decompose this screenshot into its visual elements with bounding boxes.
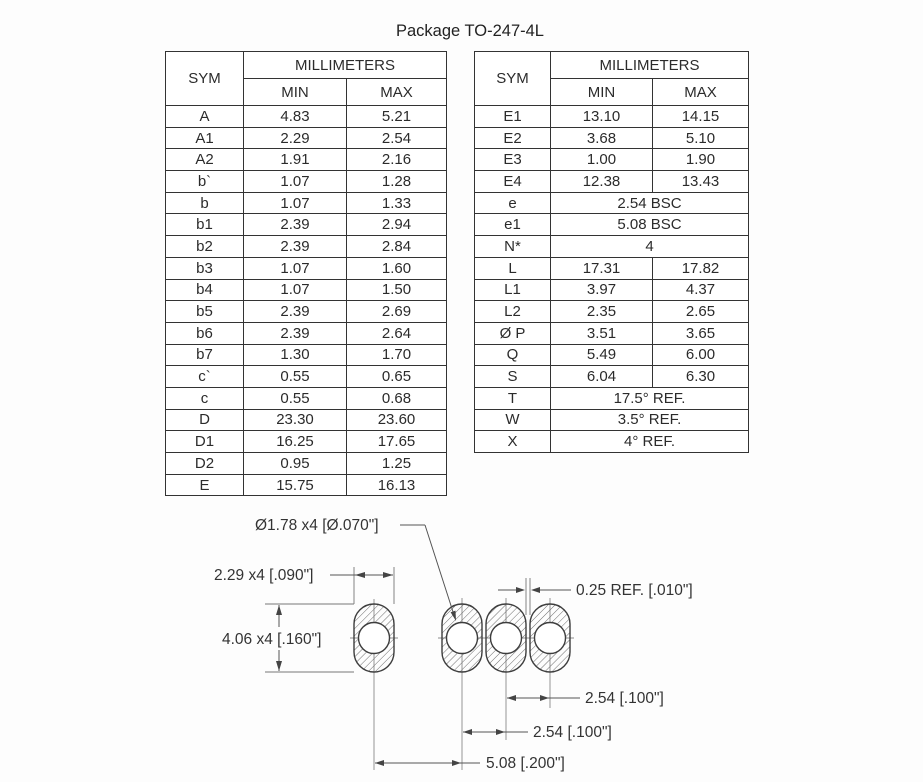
min-cell: 1.07	[244, 192, 347, 214]
sym-cell: E	[166, 474, 244, 496]
max-cell: 5.10	[653, 127, 749, 149]
min-cell: 2.35	[551, 301, 653, 323]
gap-ref-label: 0.25 REF. [.010"]	[576, 582, 693, 599]
min-header: MIN	[244, 79, 347, 106]
sym-cell: b5	[166, 301, 244, 323]
sym-cell: b3	[166, 257, 244, 279]
max-cell: 2.54	[347, 127, 447, 149]
max-cell: 6.00	[653, 344, 749, 366]
max-cell: 17.65	[347, 431, 447, 453]
min-cell: 2.39	[244, 322, 347, 344]
max-cell: 6.30	[653, 366, 749, 388]
max-cell: 17.82	[653, 257, 749, 279]
span-value-cell: 4	[551, 236, 749, 258]
pitch-mid-dim	[463, 729, 528, 735]
max-cell: 1.90	[653, 149, 749, 171]
right-table-body	[475, 106, 749, 453]
max-cell: 4.37	[653, 279, 749, 301]
pad-3	[486, 604, 526, 672]
table-row	[166, 106, 447, 128]
min-cell: 2.39	[244, 301, 347, 323]
max-cell: 2.84	[347, 236, 447, 258]
sym-cell: A2	[166, 149, 244, 171]
min-cell: 4.83	[244, 106, 347, 128]
max-cell: 1.50	[347, 279, 447, 301]
max-cell: 2.64	[347, 322, 447, 344]
max-cell: 2.69	[347, 301, 447, 323]
table-row	[166, 127, 447, 149]
min-cell: 15.75	[244, 474, 347, 496]
sym-cell: Q	[475, 344, 551, 366]
min-cell: 5.49	[551, 344, 653, 366]
pad-1	[354, 604, 394, 672]
sym-cell: X	[475, 431, 551, 453]
left-table-body	[166, 106, 447, 496]
max-cell: 23.60	[347, 409, 447, 431]
pad-2-hole	[447, 623, 478, 654]
table-row	[475, 257, 749, 279]
max-cell: 0.65	[347, 366, 447, 388]
min-cell: 0.55	[244, 366, 347, 388]
table-row	[166, 366, 447, 388]
min-cell: 6.04	[551, 366, 653, 388]
min-cell: 2.39	[244, 214, 347, 236]
table-row	[475, 214, 749, 236]
span-value-cell: 5.08 BSC	[551, 214, 749, 236]
sym-cell: Ø P	[475, 322, 551, 344]
sym-cell: L2	[475, 301, 551, 323]
table-row	[166, 214, 447, 236]
sym-cell: c	[166, 387, 244, 409]
min-cell: 2.39	[244, 236, 347, 258]
max-cell: 13.43	[653, 171, 749, 193]
table-row	[166, 409, 447, 431]
table-row	[166, 192, 447, 214]
span-value-cell: 2.54 BSC	[551, 192, 749, 214]
min-cell: 1.30	[244, 344, 347, 366]
sym-cell: e	[475, 192, 551, 214]
table-row	[475, 171, 749, 193]
sym-cell: E1	[475, 106, 551, 128]
max-cell: 5.21	[347, 106, 447, 128]
max-header: MAX	[653, 79, 749, 106]
sym-cell: L1	[475, 279, 551, 301]
table-row	[475, 192, 749, 214]
span-value-cell: 17.5° REF.	[551, 387, 749, 409]
sym-cell: b2	[166, 236, 244, 258]
min-cell: 1.07	[244, 279, 347, 301]
table-row	[166, 257, 447, 279]
sym-cell: S	[475, 366, 551, 388]
right-dimension-table	[474, 51, 749, 453]
min-cell: 1.00	[551, 149, 653, 171]
max-cell: 1.33	[347, 192, 447, 214]
sym-cell: A1	[166, 127, 244, 149]
table-row	[166, 344, 447, 366]
table-row	[475, 301, 749, 323]
sym-cell: W	[475, 409, 551, 431]
min-cell: 3.97	[551, 279, 653, 301]
sym-cell: D	[166, 409, 244, 431]
sym-cell: b4	[166, 279, 244, 301]
max-header: MAX	[347, 79, 447, 106]
min-cell: 1.07	[244, 171, 347, 193]
pad-width-dim	[330, 572, 393, 578]
sym-cell: b`	[166, 171, 244, 193]
max-cell: 16.13	[347, 474, 447, 496]
millimeters-header: MILLIMETERS	[244, 52, 447, 79]
hole-dia-leader	[400, 525, 456, 621]
sym-cell: E3	[475, 149, 551, 171]
sym-cell: D1	[166, 431, 244, 453]
pad-1-hole	[359, 623, 390, 654]
min-cell: 3.51	[551, 322, 653, 344]
page-title: Package TO-247-4L	[396, 22, 544, 40]
min-cell: 1.91	[244, 149, 347, 171]
pad-height-label: 4.06 x4 [.160"]	[222, 631, 322, 648]
table-row	[475, 106, 749, 128]
pad-3-hole	[491, 623, 522, 654]
table-row	[475, 387, 749, 409]
pitch-right-label: 2.54 [.100"]	[585, 690, 664, 707]
max-cell: 0.68	[347, 387, 447, 409]
min-cell: 23.30	[244, 409, 347, 431]
sym-cell: D2	[166, 453, 244, 475]
max-cell: 14.15	[653, 106, 749, 128]
table-row	[166, 431, 447, 453]
table-row	[475, 127, 749, 149]
pitch-wide-label: 5.08 [.200"]	[486, 755, 565, 772]
sym-cell: T	[475, 387, 551, 409]
table-row	[475, 366, 749, 388]
span-value-cell: 3.5° REF.	[551, 409, 749, 431]
right-table-header	[475, 52, 749, 106]
max-cell: 1.25	[347, 453, 447, 475]
sym-cell: b	[166, 192, 244, 214]
span-value-cell: 4° REF.	[551, 431, 749, 453]
table-row	[475, 279, 749, 301]
table-row	[475, 431, 749, 453]
gap-dim	[498, 587, 571, 593]
sym-cell: N*	[475, 236, 551, 258]
pads	[354, 604, 570, 672]
pad-4	[530, 604, 570, 672]
max-cell: 3.65	[653, 322, 749, 344]
table-row	[475, 149, 749, 171]
table-row	[166, 474, 447, 496]
min-cell: 1.07	[244, 257, 347, 279]
table-row	[166, 453, 447, 475]
table-row	[166, 322, 447, 344]
pitch-wide-dim	[375, 760, 480, 766]
table-row	[166, 279, 447, 301]
max-cell: 2.65	[653, 301, 749, 323]
pitch-mid-label: 2.54 [.100"]	[533, 724, 612, 741]
millimeters-header: MILLIMETERS	[551, 52, 749, 79]
table-row	[475, 236, 749, 258]
sym-cell: b6	[166, 322, 244, 344]
sym-cell: b7	[166, 344, 244, 366]
pitch-right-dim	[507, 695, 580, 701]
sym-cell: e1	[475, 214, 551, 236]
min-cell: 12.38	[551, 171, 653, 193]
max-cell: 1.28	[347, 171, 447, 193]
sym-cell: b1	[166, 214, 244, 236]
max-cell: 2.94	[347, 214, 447, 236]
min-cell: 0.55	[244, 387, 347, 409]
sym-header: SYM	[475, 52, 551, 106]
left-table-header	[166, 52, 447, 106]
sym-cell: A	[166, 106, 244, 128]
min-cell: 3.68	[551, 127, 653, 149]
max-cell: 1.60	[347, 257, 447, 279]
table-row	[475, 344, 749, 366]
table-row	[475, 322, 749, 344]
min-cell: 0.95	[244, 453, 347, 475]
footprint-drawing	[0, 505, 923, 782]
sym-cell: L	[475, 257, 551, 279]
table-row	[166, 387, 447, 409]
table-row	[475, 409, 749, 431]
table-row	[166, 171, 447, 193]
hole-dia-label: Ø1.78 x4 [Ø.070"]	[255, 517, 379, 534]
pad-2	[442, 604, 482, 672]
min-header: MIN	[551, 79, 653, 106]
table-row	[166, 301, 447, 323]
min-cell: 2.29	[244, 127, 347, 149]
table-row	[166, 149, 447, 171]
pad-width-label: 2.29 x4 [.090"]	[214, 567, 314, 584]
table-row	[166, 236, 447, 258]
max-cell: 2.16	[347, 149, 447, 171]
pad-4-hole	[535, 623, 566, 654]
sym-cell: E2	[475, 127, 551, 149]
max-cell: 1.70	[347, 344, 447, 366]
sym-cell: E4	[475, 171, 551, 193]
left-dimension-table	[165, 51, 447, 496]
min-cell: 17.31	[551, 257, 653, 279]
sym-header: SYM	[166, 52, 244, 106]
sym-cell: c`	[166, 366, 244, 388]
min-cell: 13.10	[551, 106, 653, 128]
min-cell: 16.25	[244, 431, 347, 453]
